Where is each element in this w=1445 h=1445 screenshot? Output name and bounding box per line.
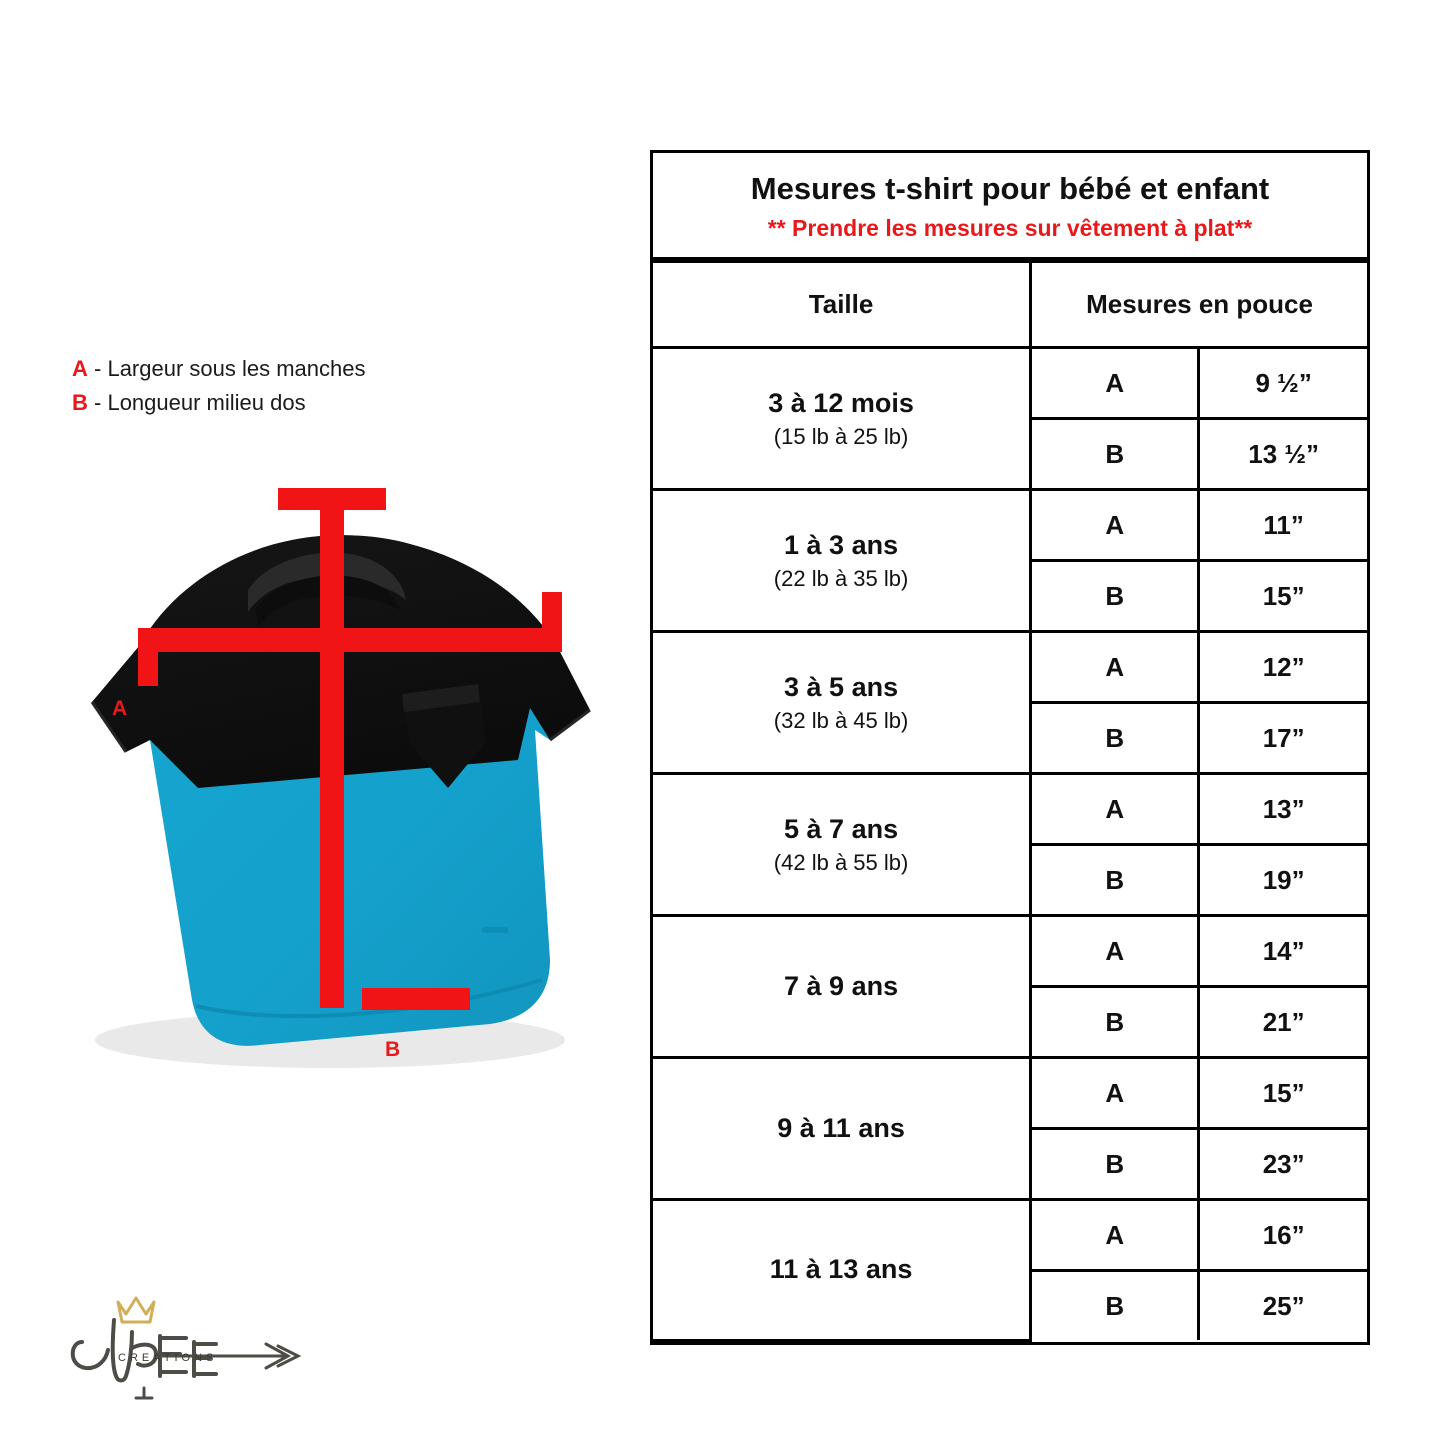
size-cell bbox=[653, 916, 1031, 1058]
size-label: 7 à 9 ans bbox=[784, 970, 899, 1001]
size-cell bbox=[653, 1058, 1031, 1200]
measure-value: 12” bbox=[1199, 632, 1367, 703]
measure-value: 13 ½” bbox=[1199, 419, 1367, 490]
measure-letter: A bbox=[1031, 348, 1199, 419]
size-label: 11 à 13 ans bbox=[769, 1253, 913, 1284]
measure-letter: A bbox=[1031, 774, 1199, 845]
size-weight: (15 lb à 25 lb) bbox=[773, 423, 909, 449]
table-row bbox=[653, 774, 1367, 845]
measure-letter: B bbox=[1031, 845, 1199, 916]
size-cell bbox=[653, 490, 1031, 632]
size-cell bbox=[653, 774, 1031, 916]
table-row bbox=[653, 916, 1367, 987]
legend-item bbox=[72, 352, 492, 386]
measure-value: 11” bbox=[1199, 490, 1367, 561]
header-cell-measures: Mesures en pouce bbox=[1031, 262, 1367, 348]
size-label: 1 à 3 ans bbox=[784, 529, 899, 560]
header-cell-size: Taille bbox=[653, 262, 1031, 348]
measure-value: 15” bbox=[1199, 561, 1367, 632]
measure-value: 23” bbox=[1199, 1129, 1367, 1200]
measure-letter: B bbox=[1031, 419, 1199, 490]
measure-letter: A bbox=[1031, 916, 1199, 987]
legend-letter-a: A bbox=[72, 356, 88, 381]
size-label: 5 à 7 ans bbox=[784, 813, 899, 844]
measure-letter: B bbox=[1031, 703, 1199, 774]
size-label: 3 à 5 ans bbox=[784, 671, 899, 702]
table-header-row bbox=[653, 262, 1367, 348]
size-cell bbox=[653, 1200, 1031, 1341]
measurements-table bbox=[653, 260, 1367, 1342]
measure-value: 13” bbox=[1199, 774, 1367, 845]
table-title: Mesures t-shirt pour bébé et enfant bbox=[750, 171, 1270, 206]
measure-letter: B bbox=[1031, 1129, 1199, 1200]
table-row bbox=[653, 490, 1367, 561]
marker-label-b: B bbox=[385, 1038, 401, 1061]
measure-letter: A bbox=[1031, 1200, 1199, 1271]
measure-value: 9 ½” bbox=[1199, 348, 1367, 419]
table-row bbox=[653, 1200, 1367, 1271]
measure-value: 17” bbox=[1199, 703, 1367, 774]
tshirt-photo bbox=[30, 440, 630, 1080]
measure-letter: B bbox=[1031, 561, 1199, 632]
measure-letter: A bbox=[1031, 1058, 1199, 1129]
brand-name: CREATIONS bbox=[118, 1352, 218, 1364]
size-label: 9 à 11 ans bbox=[777, 1112, 905, 1143]
size-cell bbox=[653, 632, 1031, 774]
size-weight: (32 lb à 45 lb) bbox=[773, 707, 909, 733]
legend-item bbox=[72, 386, 492, 420]
measure-value: 19” bbox=[1199, 845, 1367, 916]
legend bbox=[72, 352, 492, 420]
measure-value: 16” bbox=[1199, 1200, 1367, 1271]
illustration-panel bbox=[0, 0, 640, 1445]
measure-letter: B bbox=[1031, 1271, 1199, 1341]
legend-text-a: - Largeur sous les manches bbox=[94, 356, 366, 381]
marker-label-a: A bbox=[112, 697, 128, 720]
measure-value: 21” bbox=[1199, 987, 1367, 1058]
size-cell bbox=[653, 348, 1031, 490]
legend-letter-b: B bbox=[72, 390, 88, 415]
table-row bbox=[653, 1058, 1367, 1129]
size-weight: (22 lb à 35 lb) bbox=[773, 565, 909, 591]
table-row bbox=[653, 348, 1367, 419]
measure-letter: B bbox=[1031, 987, 1199, 1058]
measure-value: 25” bbox=[1199, 1271, 1367, 1341]
measure-letter: A bbox=[1031, 632, 1199, 703]
size-chart-table bbox=[650, 150, 1370, 1345]
measure-value: 14” bbox=[1199, 916, 1367, 987]
table-subtitle: ** Prendre les mesures sur vêtement à plat** bbox=[767, 214, 1253, 241]
table-header bbox=[653, 153, 1367, 260]
size-weight: (42 lb à 55 lb) bbox=[773, 849, 909, 875]
size-label: 3 à 12 mois bbox=[768, 387, 914, 418]
table-row bbox=[653, 632, 1367, 703]
measure-value: 15” bbox=[1199, 1058, 1367, 1129]
brand-logo bbox=[60, 1280, 320, 1400]
measure-letter: A bbox=[1031, 490, 1199, 561]
legend-text-b: - Longueur milieu dos bbox=[94, 390, 306, 415]
